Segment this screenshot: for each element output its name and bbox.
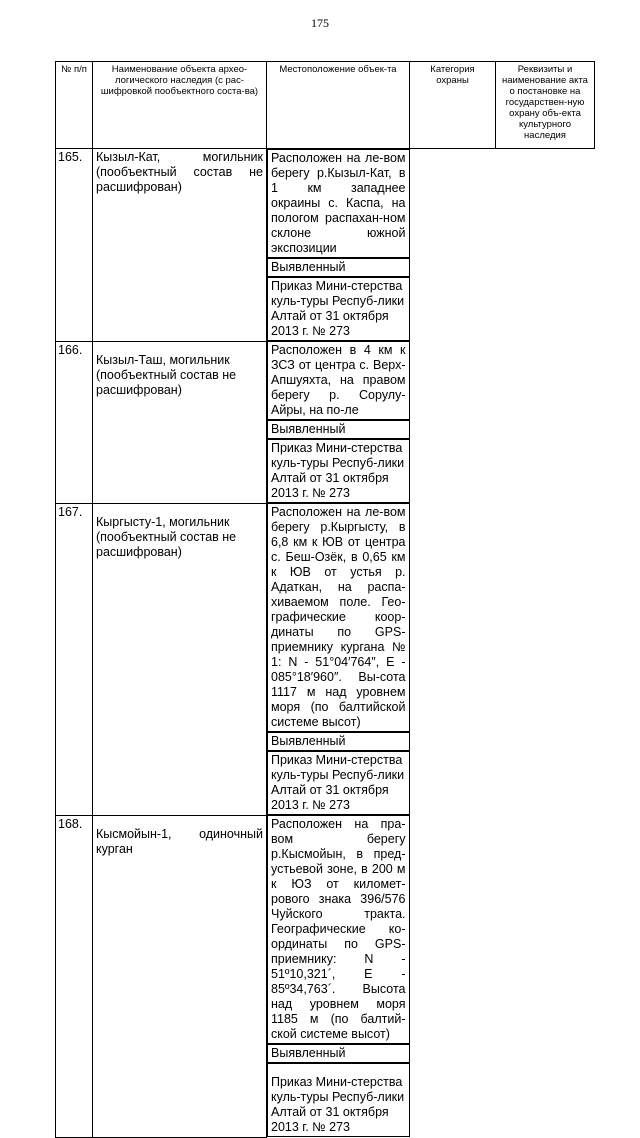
row-location: Расположен на ле-вом берегу р.Кыргысту, в 6,8 км к ЮВ от центра с. Беш-Озёк, в 0,65 км к ЮВ от устья р. Адаткан, на распа-хиваемом поле. Гео-графические коор-динаты по GPS-приемнику кургана № 1: N - 51°04′764″, E - 085°18′960″. Вы-сота 1117 м над уровнем моря (по балтийской системе высот)	[267, 503, 410, 732]
header-num: № п/п	[56, 62, 93, 149]
header-name: Наименование объекта архео-логического наследия (с рас-шифровкой пообъектного соста-ва)	[93, 62, 267, 149]
table-row	[56, 149, 595, 342]
row-name: Кызыл-Кат, могильник (пообъектный состав не расшифрован)	[93, 149, 267, 342]
row-num: 165.	[56, 149, 93, 342]
row-name: Кыргысту-1, могильник (пообъектный состав не расшифрован)	[93, 503, 267, 815]
row-location: Расположен на пра-вом берегу р.Кысмойын, в пред-устьевой зоне, в 200 м к ЮЗ от километ-рового знака 396/576 Чуйского тракта. Географические ко-ординаты по GPS-приемнику: N - 51º10,321´, E - 85º34,763´. Высота над уровнем моря 1185 м (по балтий-ской системе высот)	[267, 815, 410, 1044]
table-header-row	[56, 62, 595, 149]
row-requisites: Приказ Мини-стерства куль-туры Респуб-лики Алтай от 31 октября 2013 г. № 273	[267, 439, 410, 503]
row-category: Выявленный	[267, 420, 410, 439]
header-location: Местоположение объек-та	[267, 62, 410, 149]
table-row	[56, 815, 595, 1137]
row-location: Расположен в 4 км к ЗСЗ от центра с. Верх-Апшуяхта, на правом берегу р. Сорулу-Айры, на по-ле	[267, 341, 410, 420]
heritage-table	[55, 61, 595, 1138]
row-name: Кысмойын-1, одиночный курган	[93, 815, 267, 1137]
row-category: Выявленный	[267, 1044, 410, 1063]
row-name: Кызыл-Таш, могильник (пообъектный состав не расшифрован)	[93, 341, 267, 503]
row-requisites: Приказ Мини-стерства куль-туры Респуб-лики Алтай от 31 октября 2013 г. № 273	[267, 1063, 410, 1137]
row-location: Расположен на ле-вом берегу р.Кызыл-Кат, в 1 км западнее окраины с. Каспа, на пологом распахан-ном склоне южной экспозиции	[267, 149, 410, 258]
row-num: 166.	[56, 341, 93, 503]
row-requisites: Приказ Мини-стерства куль-туры Респуб-лики Алтай от 31 октября 2013 г. № 273	[267, 751, 410, 815]
row-num: 167.	[56, 503, 93, 815]
header-requisites: Реквизиты и наименование акта о постановке на государствен-ную охрану объ-екта культурного наследия	[496, 62, 595, 149]
row-category: Выявленный	[267, 258, 410, 277]
page-number: 175	[311, 16, 329, 30]
table-row	[56, 341, 595, 503]
header-category: Категория охраны	[410, 62, 496, 149]
table-row	[56, 503, 595, 815]
row-requisites: Приказ Мини-стерства куль-туры Респуб-лики Алтай от 31 октября 2013 г. № 273	[267, 277, 410, 341]
row-category: Выявленный	[267, 732, 410, 751]
row-num: 168.	[56, 815, 93, 1137]
